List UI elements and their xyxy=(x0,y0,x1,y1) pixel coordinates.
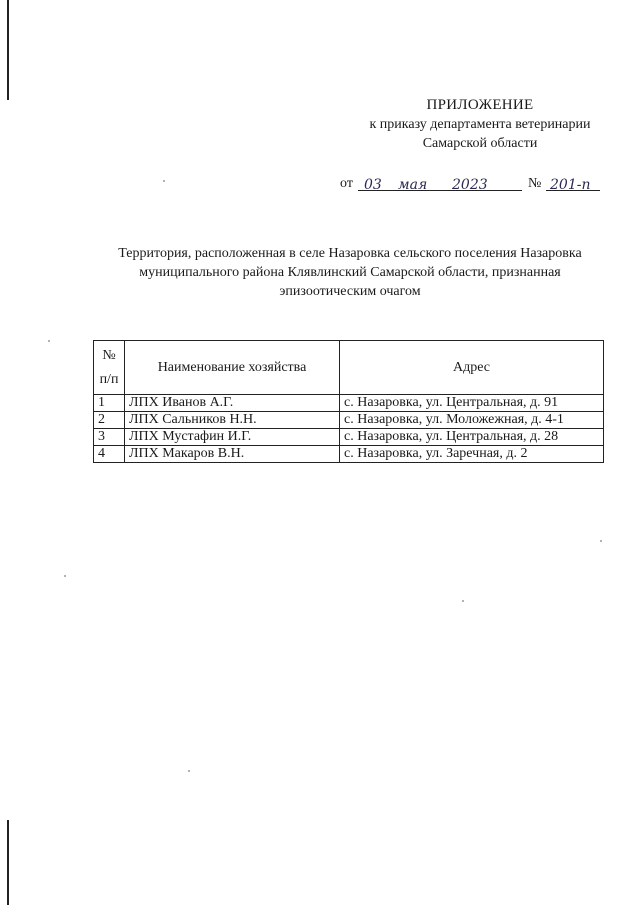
date-underline xyxy=(358,172,522,191)
heading-line2: муниципального района Клявлинский Самарской области, признанная xyxy=(139,265,561,280)
row-household-name: ЛПХ Иванов А.Г. xyxy=(125,395,340,412)
from-label: от xyxy=(340,176,353,191)
scan-edge-top xyxy=(7,0,9,100)
scan-speck xyxy=(600,540,602,542)
appendix-title: ПРИЛОЖЕНИЕ xyxy=(426,97,534,113)
date-year: 2023 xyxy=(452,177,488,193)
scan-edge-bottom xyxy=(7,820,9,905)
table-header-row xyxy=(94,341,604,395)
scan-speck xyxy=(462,600,464,602)
order-number: 201-п xyxy=(550,177,591,193)
table-row xyxy=(94,446,604,463)
scan-speck xyxy=(188,770,190,772)
appendix-header xyxy=(330,96,630,153)
scan-speck xyxy=(48,340,50,342)
date-day: 03 xyxy=(364,177,382,193)
households-table xyxy=(93,340,604,463)
table-row xyxy=(94,395,604,412)
row-household-name: ЛПХ Макаров В.Н. xyxy=(125,446,340,463)
heading-line3: эпизоотическим очагом xyxy=(279,284,421,299)
row-number: 2 xyxy=(94,412,125,429)
row-number: 1 xyxy=(94,395,125,412)
col-header-name: Наименование хозяйства xyxy=(125,341,340,395)
number-label: № xyxy=(528,176,542,191)
row-address: с. Назаровка, ул. Центральная, д. 28 xyxy=(340,429,604,446)
col-number-line2: п/п xyxy=(99,371,119,387)
table-row xyxy=(94,412,604,429)
scan-speck xyxy=(64,575,66,577)
row-household-name: ЛПХ Мустафин И.Г. xyxy=(125,429,340,446)
row-number: 3 xyxy=(94,429,125,446)
row-address: с. Назаровка, ул. Заречная, д. 2 xyxy=(340,446,604,463)
row-address: с. Назаровка, ул. Моложежная, д. 4-1 xyxy=(340,412,604,429)
heading-line1: Территория, расположенная в селе Назаровка сельского поселения Назаровка xyxy=(118,246,582,261)
appendix-line1: к приказу департамента ветеринарии xyxy=(369,117,591,132)
order-date-line xyxy=(340,172,630,194)
row-number: 4 xyxy=(94,446,125,463)
row-address: с. Назаровка, ул. Центральная, д. 91 xyxy=(340,395,604,412)
document-heading xyxy=(80,244,620,301)
col-number-line1: № xyxy=(102,347,116,363)
col-header-address: Адрес xyxy=(340,341,604,395)
appendix-line2: Самарской области xyxy=(422,136,538,151)
scan-speck xyxy=(163,180,165,182)
row-household-name: ЛПХ Сальников Н.Н. xyxy=(125,412,340,429)
table-row xyxy=(94,429,604,446)
date-month: мая xyxy=(398,177,428,193)
col-header-number xyxy=(94,341,125,395)
